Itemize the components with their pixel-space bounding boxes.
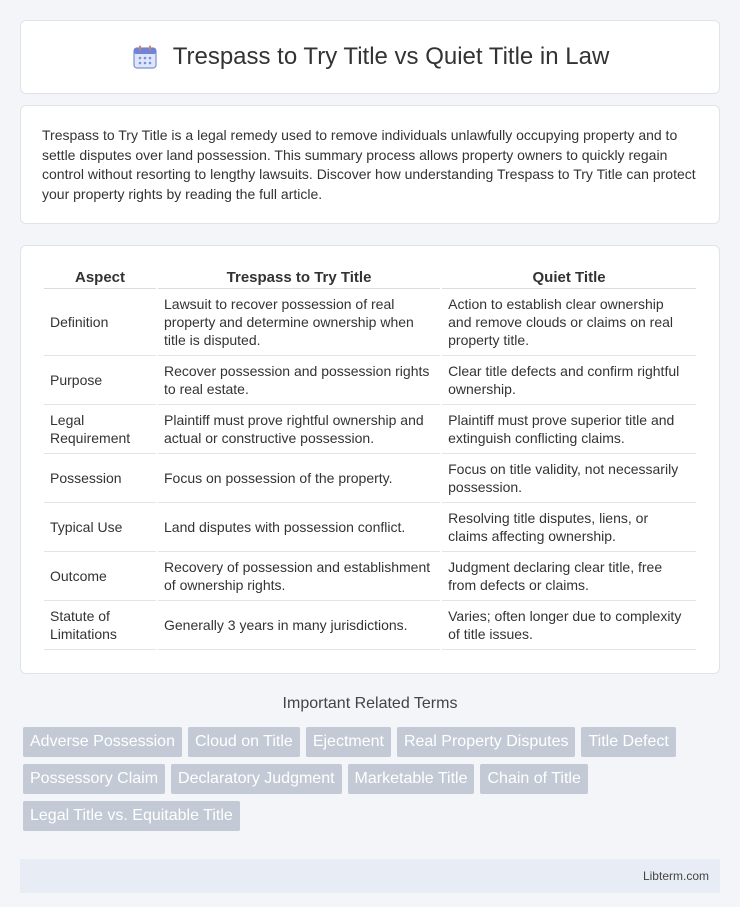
comparison-table xyxy=(42,265,698,650)
page-header xyxy=(20,20,720,94)
aspect-cell: Statute of Limitations xyxy=(44,601,156,650)
table-row xyxy=(44,289,696,356)
table-row xyxy=(44,503,696,552)
quiet-title-cell: Focus on title validity, not necessarily possession. xyxy=(442,454,696,503)
term-tag[interactable]: Legal Title vs. Equitable Title xyxy=(23,801,240,831)
related-terms-list xyxy=(20,727,720,838)
aspect-cell: Purpose xyxy=(44,356,156,405)
term-tag[interactable]: Cloud on Title xyxy=(188,727,300,757)
term-tag[interactable]: Title Defect xyxy=(581,727,675,757)
quiet-title-cell: Varies; often longer due to complexity of title issues. xyxy=(442,601,696,650)
term-tag[interactable]: Marketable Title xyxy=(348,764,475,794)
quiet-title-cell: Resolving title disputes, liens, or claims affecting ownership. xyxy=(442,503,696,552)
calendar-icon xyxy=(131,43,159,71)
table-row xyxy=(44,601,696,650)
trespass-cell: Land disputes with possession conflict. xyxy=(158,503,440,552)
quiet-title-cell: Judgment declaring clear title, free from defects or claims. xyxy=(442,552,696,601)
term-tag[interactable]: Real Property Disputes xyxy=(397,727,576,757)
column-header-aspect: Aspect xyxy=(44,265,156,289)
term-tag[interactable]: Declaratory Judgment xyxy=(171,764,342,794)
footer-brand-link[interactable]: Libterm.com xyxy=(642,869,709,883)
intro-text: Trespass to Try Title is a legal remedy used to remove individuals unlawfully occupying property and to settle disputes over land possession. This summary process allows property owners to quickly regain control without resorting to lengthy lawsuits. Discover how understanding Trespass to Try Title can protect your property rights by reading the full article. xyxy=(42,127,696,202)
aspect-cell: Outcome xyxy=(44,552,156,601)
page-footer xyxy=(20,859,720,893)
term-tag[interactable]: Adverse Possession xyxy=(23,727,182,757)
quiet-title-cell: Plaintiff must prove superior title and extinguish conflicting claims. xyxy=(442,405,696,454)
term-tag[interactable]: Ejectment xyxy=(306,727,391,757)
column-header-trespass: Trespass to Try Title xyxy=(158,265,440,289)
table-row xyxy=(44,552,696,601)
table-header-row xyxy=(44,265,696,289)
intro-card xyxy=(20,105,720,224)
quiet-title-cell: Action to establish clear ownership and remove clouds or claims on real property title. xyxy=(442,289,696,356)
table-row xyxy=(44,454,696,503)
quiet-title-cell: Clear title defects and confirm rightful ownership. xyxy=(442,356,696,405)
trespass-cell: Plaintiff must prove rightful ownership and actual or constructive possession. xyxy=(158,405,440,454)
trespass-cell: Focus on possession of the property. xyxy=(158,454,440,503)
trespass-cell: Lawsuit to recover possession of real property and determine ownership when title is disputed. xyxy=(158,289,440,356)
table-row xyxy=(44,356,696,405)
table-row xyxy=(44,405,696,454)
trespass-cell: Recover possession and possession rights to real estate. xyxy=(158,356,440,405)
term-tag[interactable]: Chain of Title xyxy=(480,764,587,794)
page-title: Trespass to Try Title vs Quiet Title in Law xyxy=(172,43,610,70)
trespass-cell: Generally 3 years in many jurisdictions. xyxy=(158,601,440,650)
trespass-cell: Recovery of possession and establishment of ownership rights. xyxy=(158,552,440,601)
aspect-cell: Legal Requirement xyxy=(44,405,156,454)
aspect-cell: Possession xyxy=(44,454,156,503)
term-tag[interactable]: Possessory Claim xyxy=(23,764,165,794)
column-header-quiet-title: Quiet Title xyxy=(442,265,696,289)
aspect-cell: Typical Use xyxy=(44,503,156,552)
aspect-cell: Definition xyxy=(44,289,156,356)
related-terms-title: Important Related Terms xyxy=(282,695,458,712)
comparison-card xyxy=(20,245,720,674)
